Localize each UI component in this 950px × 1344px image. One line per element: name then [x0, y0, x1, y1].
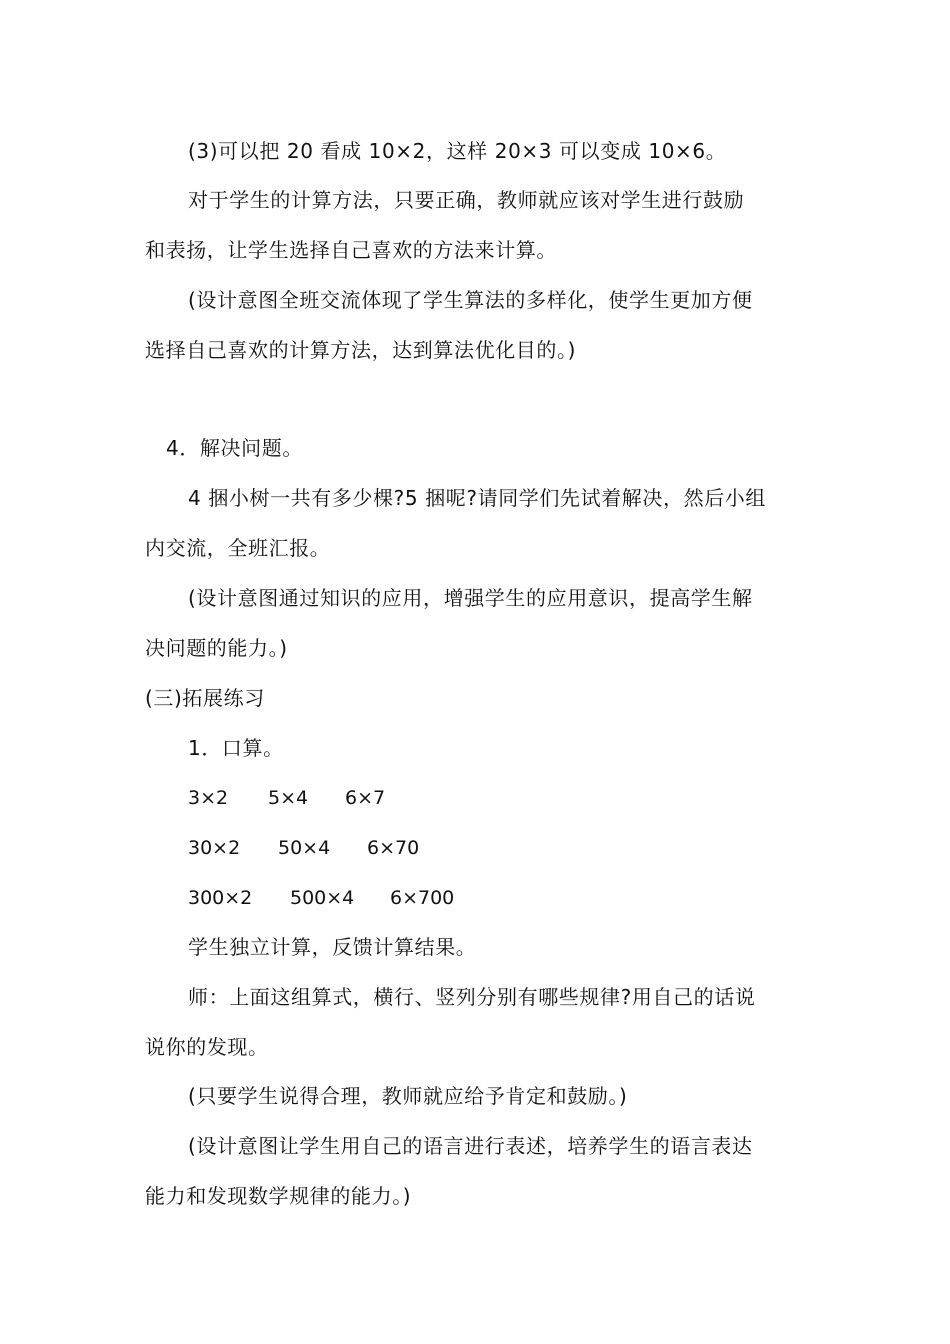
paragraph-line: 决问题的能力。)	[145, 636, 288, 660]
calc-item: 6×700	[390, 887, 455, 909]
paragraph-line: 选择自己喜欢的计算方法，达到算法优化目的。)	[145, 338, 577, 362]
paragraph-line: 能力和发现数学规律的能力。)	[145, 1184, 412, 1208]
paragraph-line: 4 捆小树一共有多少棵?5 捆呢?请同学们先试着解决，然后小组	[188, 486, 766, 510]
paragraph-line: 对于学生的计算方法，只要正确，教师就应该对学生进行鼓励	[188, 188, 745, 212]
paragraph-line: (只要学生说得合理，教师就应给予肯定和鼓励。)	[188, 1084, 628, 1108]
calc-item: 6×7	[345, 787, 386, 809]
paragraph-line: (设计意图通过知识的应用，增强学生的应用意识，提高学生解	[188, 586, 753, 610]
subsection-heading: 1．口算。	[188, 736, 284, 760]
paragraph-line: (3)可以把 20 看成 10×2，这样 20×3 可以变成 10×6。	[188, 139, 727, 163]
paragraph-line: 说你的发现。	[145, 1035, 269, 1059]
paragraph-line: (设计意图全班交流体现了学生算法的多样化，使学生更加方便	[188, 288, 753, 312]
calc-item: 5×4	[268, 787, 309, 809]
calc-item: 500×4	[290, 887, 355, 909]
paragraph-line: 内交流，全班汇报。	[145, 536, 331, 560]
calc-item: 3×2	[188, 787, 229, 809]
calc-item: 50×4	[278, 837, 331, 859]
paragraph-line: (设计意图让学生用自己的语言进行表述，培养学生的语言表达	[188, 1134, 753, 1158]
calc-item: 30×2	[188, 837, 241, 859]
paragraph-line: 和表扬，让学生选择自己喜欢的方法来计算。	[145, 238, 557, 262]
calc-item: 6×70	[367, 837, 420, 859]
paragraph-line: 学生独立计算，反馈计算结果。	[188, 935, 477, 959]
calc-item: 300×2	[188, 887, 253, 909]
section-heading: (三)拓展练习	[145, 686, 265, 710]
section-heading: 4．解决问题。	[166, 436, 303, 460]
paragraph-line: 师：上面这组算式，横行、竖列分别有哪些规律?用自己的话说	[188, 985, 756, 1009]
